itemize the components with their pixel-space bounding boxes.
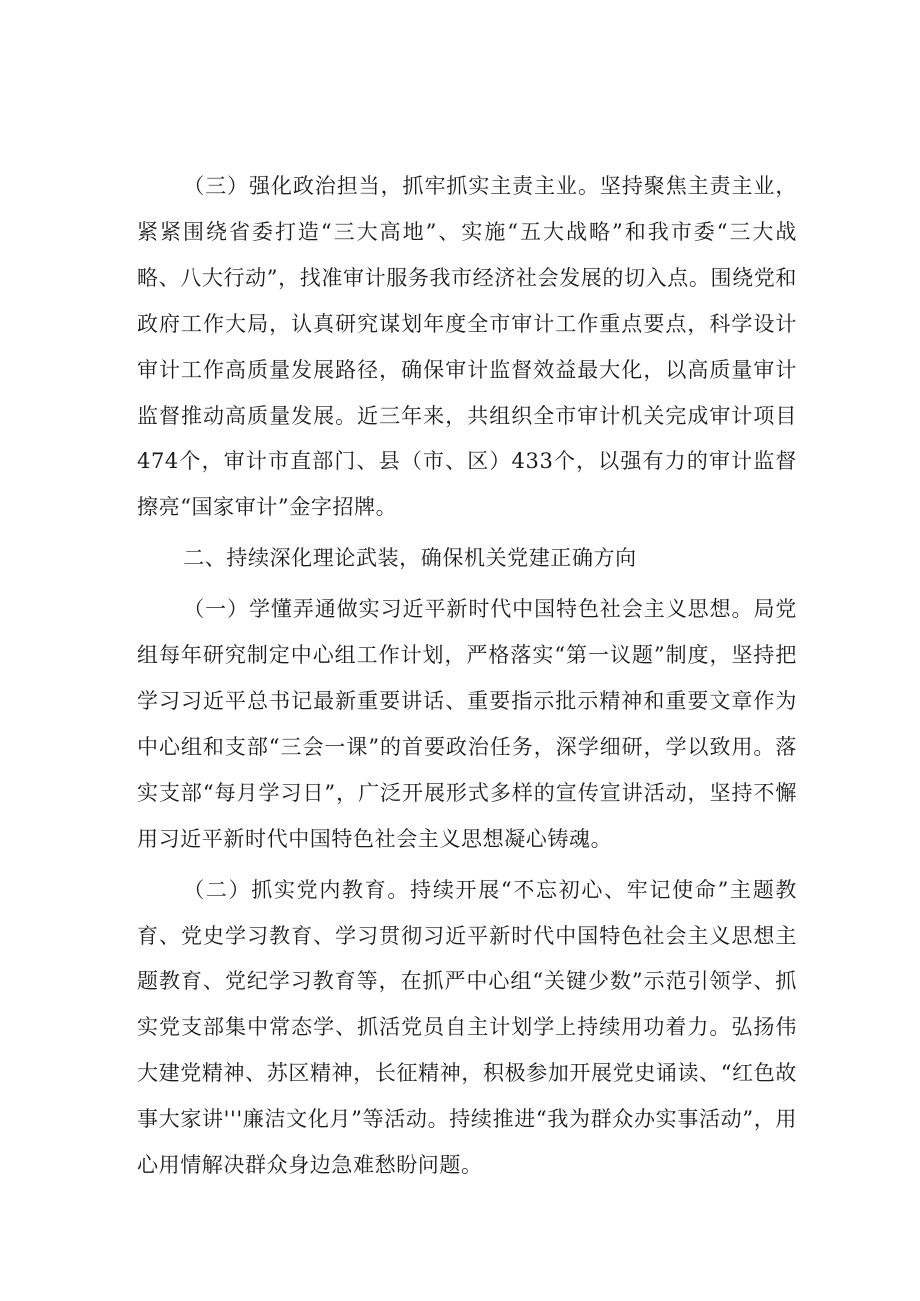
section-heading-two: 二、持续深化理论武装，确保机关党建正确方向 bbox=[183, 546, 637, 571]
paragraph-subsection-one: （一）学懂弄通做实习近平新时代中国特色社会主义思想。局党组每年研究制定中心组工作计划，严格落实“第一议题”制度，坚持把学习习近平总书记最新重要讲话、重要指示批示精神和重要文章作为中心组和支部“三会一课”的首要政治任务，深学细研，学以致用。落实支部“每月学习日”，广泛开展形式多样的宣传宣讲活动，坚持不懈用习近平新时代中国特色社会主义思想凝心铸魂。 bbox=[137, 597, 797, 851]
document-body bbox=[137, 164, 797, 1189]
paragraph-section-three: （三）强化政治担当，抓牢抓实主责主业。坚持聚焦主责主业，紧紧围绕省委打造“三大高地”、实施“五大战略”和我市委“三大战略、八大行动”，找准审计服务我市经济社会发展的切入点。围绕党和政府工作大局，认真研究谋划年度全市审计工作重点要点，科学设计审计工作高质量发展路径，确保审计监督效益最大化，以高质量审计监督推动高质量发展。近三年来，共组织全市审计机关完成审计项目474个，审计市直部门、县（市、区）433个，以强有力的审计监督擦亮“国家审计”金字招牌。 bbox=[137, 174, 797, 520]
paragraph-subsection-two: （二）抓实党内教育。持续开展“不忘初心、牢记使命”主题教育、党史学习教育、学习贯彻习近平新时代中国特色社会主义思想主题教育、党纪学习教育等，在抓严中心组“关键少数”示范引领学、抓实党支部集中常态学、抓活党员自主计划学上持续用功着力。弘扬伟大建党精神、苏区精神，长征精神，积极参加开展党史诵读、“红色故事大家讲'''廉洁文化月”等活动。持续推进“我为群众办实事活动”，用心用情解决群众身边急难愁盼问题。 bbox=[137, 877, 797, 1178]
